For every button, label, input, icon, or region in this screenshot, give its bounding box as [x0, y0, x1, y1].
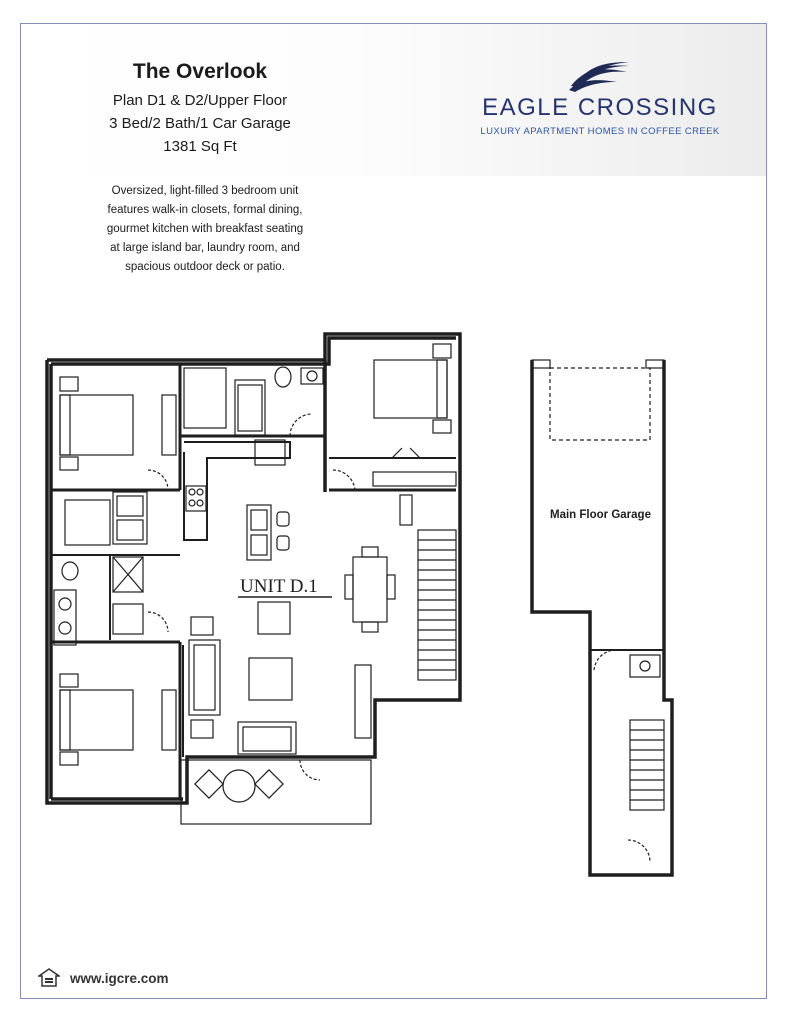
plan-square-feet: 1381 Sq Ft [163, 138, 237, 155]
brand-tagline: LUXURY APARTMENT HOMES IN COFFEE CREEK [480, 126, 720, 137]
bedroom-3 [60, 642, 180, 799]
brand-name: EAGLE CROSSING [482, 94, 718, 121]
bath-top [180, 364, 325, 490]
plan-subtitle: Plan D1 & D2/Upper Floor [112, 92, 288, 109]
garage [532, 360, 672, 875]
garage-label: Main Floor Garage [550, 509, 651, 521]
footer-url[interactable]: www.igcre.com [70, 970, 169, 986]
plan-bed-bath: 3 Bed/2 Bath/1 Car Garage [109, 115, 291, 132]
description-line: at large island bar, laundry room, and [110, 242, 300, 254]
unit-outline [47, 334, 460, 803]
description-line: Oversized, light-filled 3 bedroom unit [111, 185, 299, 197]
living-room [183, 602, 371, 757]
description-line: features walk-in closets, formal dining, [107, 204, 303, 216]
laundry-bath [51, 492, 180, 645]
description-line: spacious outdoor deck or patio. [125, 261, 285, 273]
bedroom-2 [325, 344, 456, 492]
equal-housing-icon [38, 968, 60, 988]
bedroom-1 [51, 377, 180, 490]
unit-label: UNIT D.1 [240, 576, 318, 597]
dining-area [345, 547, 395, 632]
deck [181, 760, 371, 824]
kitchen [184, 440, 290, 560]
footer [38, 968, 169, 988]
upper-stair [400, 495, 456, 680]
plan-title: The Overlook [132, 60, 268, 83]
description-line: gourmet kitchen with breakfast seating [106, 223, 304, 235]
